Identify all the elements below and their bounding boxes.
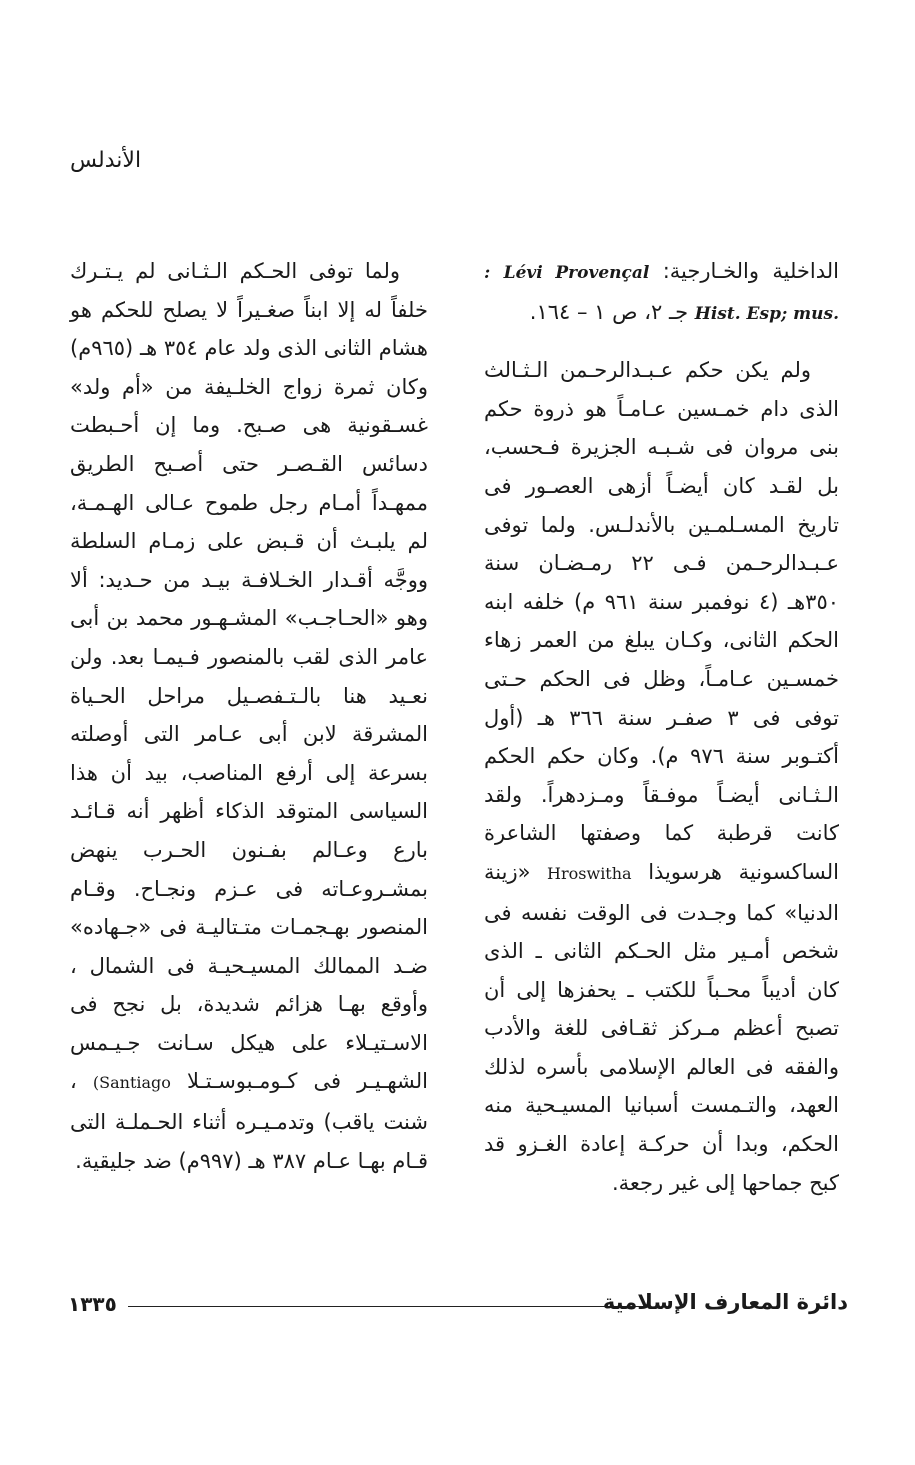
paragraph-text: ولم يكن حكم عـبـدالرحـمن الـثـالث الذى دام خمـسين عـامـاً هو ذروة حكم بنى مروان فى شـبـه الجزيرة فـحسب، بل لقـد كان أيضـاً أزهى العصـور فى تاريخ المسـلمـين بالأندلـس. ولما توفى عـبـدالرحـمن فـى ٢٢ رمـضـان سنة ٣٥٠هـ (٤ نوفمبر سنة ٩٦١ م) خلفه ابنه الحكم الثانى، وكـان يبلغ من العمر زهاء خمسـين عـامـاً، وظل فى الحكم حـتى توفى فى ٣ صفـر سنة ٣٦٦ هـ (أول أكتـوبر سنة ٩٧٦ م). وكان حكم الحكم الـثـانى أيضـاً موفـقاً ومـزدهراً. ولقد كانت قرطبة كما وصفتها الشاعرة الساكسونية هرسويذا [484,358,840,884]
right-column [484,252,839,1202]
encyclopedia-title: دائرة المعارف الإسلامية [602,1290,848,1314]
paragraph-text-continued: «زينة الدنيا» كما وجـدت فى الوقت نفسه فى شخص أمـير مثل الحـكم الثانى ـ الذى كان أديباً محـباً للكتب ـ يحفزها إلى أن تصبح أعظم مـركز ثقـافى للغة والأدب والفقه فى العالم الإسلامى بأسره لذلك العهد، والتـمست أسبانيا المسيـحية منه الحكم، وبدا أن حركـة إعادة الغـزو قد كبح جماحها إلى غير رجعة. [484,859,839,1195]
bibliographic-reference [484,252,839,333]
paragraph-al-mansur [70,252,428,1180]
footer-rule [128,1306,650,1307]
latin-name-hroswitha: Hroswitha [547,863,632,883]
page-footer [68,1290,848,1322]
reference-work-title: Hist. Esp; mus. [694,303,839,324]
reference-author: Lévi Provençal [503,263,650,283]
paragraph-abd-al-rahman-iii [484,351,839,1202]
latin-name-santiago: (Santiago [92,1073,171,1093]
reference-colon: : [484,263,491,283]
paragraph-text: ولما توفى الحـكم الـثـانى لم يـتـرك خلفاً له إلا ابناً صغـيراً لا يصلح للحكم هو هشام الثانى الذى ولد عام ٣٥٤ هـ (٩٦٥م) وكان ثمرة زواج الخلـيفة من «أم ولد» غسـقونية هى صـبح. وما إن أحـبطت دسائس القـصـر حتى أصـبح الطريق ممهـداً أمـام رجل طموح عـالى الهـمـة، لم يلبـث أن قـبض على زمـام السلطة ووجَّه أقـدار الخـلافـة بيـد من حـديد: ألا وهو «الحـاجـب» المشـهـور محمد بن أبى عامر الذى لقب بالمنصور فـيمـا بعد. ولن نعـيد هنا بالـتـفصـيل مراحل الحـياة المشرقة لابن أبى عـامر التى أوصلته بسرعة إلى أرفع المناصب، بيد أن هذا السياسى المتوقد الذكاء أظهر أنه قـائـد بارع وعـالم بفـنون الحـرب ينهض بمشـروعـاته فى عـزم ونجـاح. وقـام المنصور بهـجمـات متـتاليـة فى «جـهاده» ضـد الممالك المسيـحيـة فى الشمال ، وأوقع بهـا هزائم شديدة، بل نجح فى الاسـتيـلاء على هيكل سـانت جـيـمس الشهـيـر فى كـومـبوسـتـلا [70,259,428,1094]
paragraph-text-continued: ، شنت ياقب) وتدمـيـره أثناء الحـملـة التى قـام بهـا عـام ٣٨٧ هـ (٩٩٧م) ضد جليقية. [70,1069,428,1173]
left-column [70,252,428,1180]
running-head: الأندلس [70,148,142,173]
reference-volume-pages: جـ ٢، ص ١ – ١٦٤. [529,299,689,324]
page-number: ١٣٣٥ [68,1292,117,1316]
reference-arabic-title: الداخلية والخـارجية: [662,259,839,283]
